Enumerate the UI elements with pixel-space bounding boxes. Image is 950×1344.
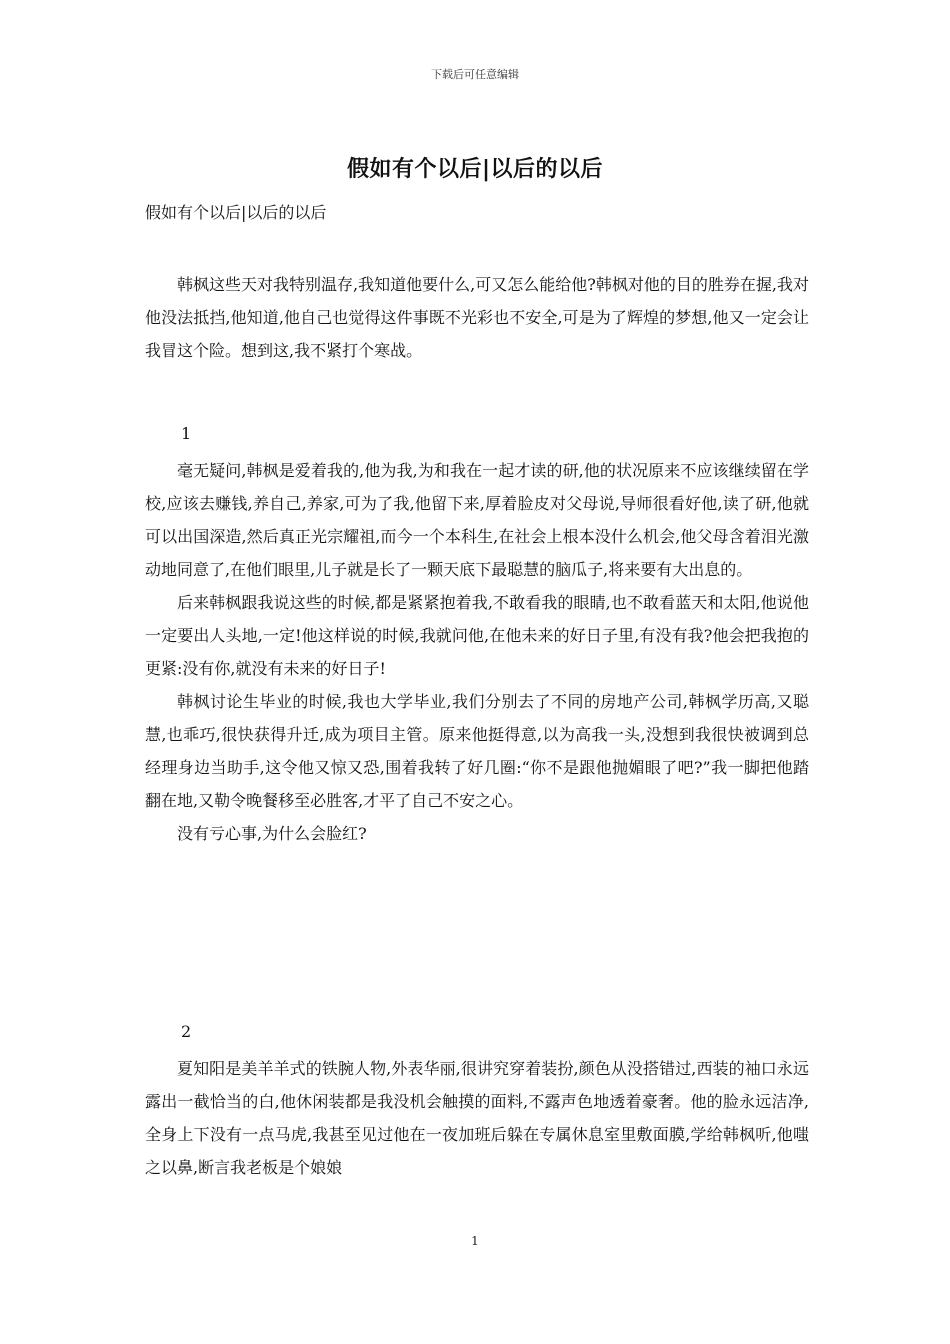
document-subtitle: 假如有个以后|以后的以后: [145, 203, 327, 222]
paragraph: 夏知阳是美羊羊式的铁腕人物,外表华丽,很讲究穿着装扮,颜色从没搭错过,西装的袖口永远露出一截恰当的白,他休闲装都是我没机会触摸的面料,不露声色地透着豪奢。他的脸永远洁净,全身上下没有一点马虎,我甚至见过他在一夜加班后躲在专属休息室里敷面膜,学给韩枫听,他嗤之以鼻,断言我老板是个娘娘: [145, 1059, 809, 1177]
paragraph: 没有亏心事,为什么会脸红?: [177, 824, 367, 843]
header-note: 下载后可任意编辑: [431, 68, 519, 81]
intro-paragraph: 韩枫这些天对我特别温存,我知道他要什么,可又怎么能给他?韩枫对他的目的胜券在握,我对他没法抵挡,他知道,他自己也觉得这件事既不光彩也不安全,可是为了辉煌的梦想,他又一定会让我冒这个险。想到这,我不紧打个寒战。: [145, 275, 809, 360]
document-title: 假如有个以后|以后的以后: [346, 157, 604, 182]
page-number: 1: [471, 1234, 479, 1248]
paragraph: 韩枫讨论生毕业的时候,我也大学毕业,我们分别去了不同的房地产公司,韩枫学历高,又聪慧,也乖巧,很快获得升迁,成为项目主管。原来他挺得意,以为高我一头,没想到我很快被调到总经理身边当助手,这令他又惊又恐,围着我转了好几圈:“你不是跟他抛媚眼了吧?”我一脚把他踏翻在地,又勒令晚餐移至必胜客,才平了自己不安之心。: [145, 692, 809, 810]
section-1-body: [145, 454, 809, 850]
paragraph: 毫无疑问,韩枫是爱着我的,他为我,为和我在一起才读的研,他的状况原来不应该继续留在学校,应该去赚钱,养自己,养家,可为了我,他留下来,厚着脸皮对父母说,导师很看好他,读了研,他就可以出国深造,然后真正光宗耀祖,而今一个本科生,在社会上根本没什么机会,他父母含着泪光激动地同意了,在他们眼里,儿子就是长了一颗天底下最聪慧的脑瓜子,将来要有大出息的。: [145, 461, 809, 579]
intro-paragraph-block: [145, 268, 809, 367]
section-2-body: [145, 1052, 809, 1184]
section-number-2: 2: [181, 1022, 192, 1041]
section-number-1: 1: [181, 424, 192, 443]
paragraph: 后来韩枫跟我说这些的时候,都是紧紧抱着我,不敢看我的眼睛,也不敢看蓝天和太阳,他说他一定要出人头地,一定!他这样说的时候,我就问他,在他未来的好日子里,有没有我?他会把我抱的更紧:没有你,就没有未来的好日子!: [145, 593, 809, 678]
